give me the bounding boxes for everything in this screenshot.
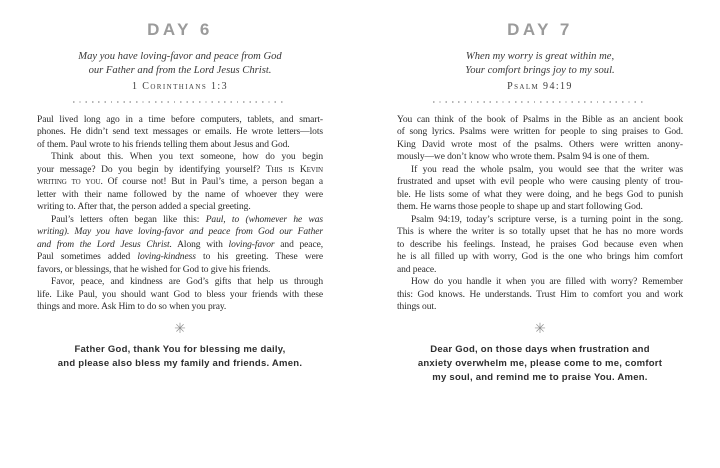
text-run: Paul sometimes added: [37, 252, 138, 263]
italic-run: writing). May you have loving-favor and peace from God our Father: [37, 227, 323, 238]
prayer-text: [397, 343, 683, 385]
prayer-line: Dear God, on those days when frustration and: [430, 343, 650, 355]
text-run: life. Like Paul, you should want God to bless your friends with these: [37, 289, 323, 300]
text-run: King David wrote most of the psalms. Others were written anony-: [397, 139, 683, 150]
devotional-body: [37, 114, 323, 314]
body-line: [37, 176, 323, 189]
text-run: of song lyrics. Psalms were written for people to sing praises to God.: [397, 127, 683, 138]
body-line: [37, 201, 323, 214]
body-line: [397, 276, 683, 289]
body-line: [397, 239, 683, 252]
body-line: [397, 126, 683, 139]
body-line: [37, 239, 323, 252]
body-line: [37, 114, 323, 127]
body-line: [397, 114, 683, 127]
dotted-separator: [73, 101, 287, 103]
verse-line: Your comfort brings joy to my soul.: [465, 65, 615, 76]
body-line: [37, 251, 323, 264]
text-run: Paul’s letters often began like this:: [51, 214, 206, 225]
body-line: [37, 264, 323, 277]
text-run: mously—we don’t know who wrote them. Psalm 94 is one of them.: [397, 152, 650, 163]
text-run: to his greeting. These were: [195, 252, 323, 263]
text-run: he is all filled up with worry, God is the one who brings him comfort: [397, 252, 683, 263]
body-line: [397, 164, 683, 177]
body-line: [37, 301, 323, 314]
page-right: [360, 0, 720, 468]
text-run: This is where the writer is so totally upset that he has no more words: [397, 227, 683, 238]
day-heading: DAY 7: [507, 20, 573, 39]
text-run: frustrated and upset with evil people who were causing plenty of trou-: [397, 177, 683, 188]
text-run: of them. Paul wrote to his friends telling them about Jesus and God.: [37, 139, 290, 150]
body-line: [37, 289, 323, 302]
smallcaps-run: This is Kevin: [265, 164, 323, 175]
text-run: Favor, peace, and kindness are God’s gifts that help us through: [51, 277, 323, 288]
body-line: [397, 139, 683, 152]
body-line: [397, 151, 683, 164]
body-line: [37, 276, 323, 289]
body-line: [397, 289, 683, 302]
body-line: [37, 164, 323, 177]
text-run: Paul lived long ago in a time before computers, tablets, and smart-: [37, 114, 323, 125]
prayer-text: [37, 343, 323, 371]
prayer-line: anxiety overwhelm me, please come to me, comfort: [417, 357, 663, 369]
text-run: Of course not! But in Paul’s time, a person began a: [102, 177, 323, 188]
body-line: [37, 151, 323, 164]
verse-line: May you have loving-favor and peace from God: [78, 51, 282, 62]
text-run: and peace,: [274, 239, 324, 250]
body-line: [37, 189, 323, 202]
scripture-reference: 1 Corinthians 1:3: [131, 81, 229, 92]
body-line: [397, 176, 683, 189]
text-run: letter with their name followed by the name of whoever they were: [37, 189, 323, 200]
text-run: favors, or blessings, that he wished for God to give his friends.: [37, 264, 271, 275]
dotted-separator: [433, 101, 647, 103]
text-run: phones. He didn’t send text messages or emails. He wrote letters—lots: [37, 127, 323, 138]
body-line: [397, 264, 683, 277]
italic-run: loving-kindness: [137, 252, 196, 263]
body-line: [397, 251, 683, 264]
text-run: and peace.: [397, 264, 437, 275]
prayer-line: my soul, and remind me to praise You. Amen.: [432, 371, 648, 383]
day-heading: DAY 6: [147, 20, 213, 39]
text-run: Psalm 94:19, today’s scripture verse, is a turning point in the song.: [411, 214, 683, 225]
text-run: Think about this. When you text someone, how do you begin: [51, 152, 323, 163]
text-run: this: God knows. He understands. Trust Him to comfort you and work: [397, 289, 683, 300]
text-run: your message? Do you begin by identifying yourself?: [37, 164, 266, 175]
prayer-line: and please also bless my family and friends. Amen.: [57, 357, 303, 369]
star-ornament-icon: ✳: [534, 320, 546, 337]
italic-run: and from the Lord Jesus Christ.: [37, 239, 172, 250]
text-run: Along with: [171, 239, 229, 250]
body-line: [37, 214, 323, 227]
verse-line: When my worry is great within me,: [465, 51, 615, 62]
text-run: things out.: [397, 302, 437, 313]
text-run: things and more. Ask Him to do so when you pray.: [37, 302, 227, 313]
text-run: How do you handle it when you are filled with worry? Remember: [411, 277, 683, 288]
body-line: [397, 301, 683, 314]
scripture-reference: Psalm 94:19: [507, 81, 573, 92]
devotional-body: [397, 114, 683, 314]
star-ornament-icon: ✳: [174, 320, 186, 337]
italic-run: loving-favor: [228, 239, 275, 250]
text-run: them. He warns those people to shape up and start following God.: [397, 202, 643, 213]
smallcaps-run: writing to you.: [37, 177, 103, 188]
body-line: [37, 226, 323, 239]
body-line: [37, 139, 323, 152]
body-line: [397, 214, 683, 227]
body-line: [397, 226, 683, 239]
verse-line: our Father and from the Lord Jesus Christ.: [88, 65, 272, 76]
text-run: You can think of the book of Psalms in the Bible as an ancient book: [397, 114, 683, 125]
text-run: writing to. After that, the person added a special greeting.: [37, 202, 251, 213]
body-line: [397, 201, 683, 214]
text-run: ble. He lists some of what they were doing, and he begs God to punish: [397, 189, 683, 200]
text-run: to describe his feelings. Instead, he praises God because even when: [397, 239, 683, 250]
body-line: [37, 126, 323, 139]
scripture-verse: [397, 50, 683, 78]
text-run: If you read the whole psalm, you would see that the writer was: [411, 164, 683, 175]
prayer-line: Father God, thank You for blessing me daily,: [74, 343, 286, 355]
scripture-verse: [37, 50, 323, 78]
italic-run: Paul, to (whomever he was: [205, 214, 323, 225]
body-line: [397, 189, 683, 202]
